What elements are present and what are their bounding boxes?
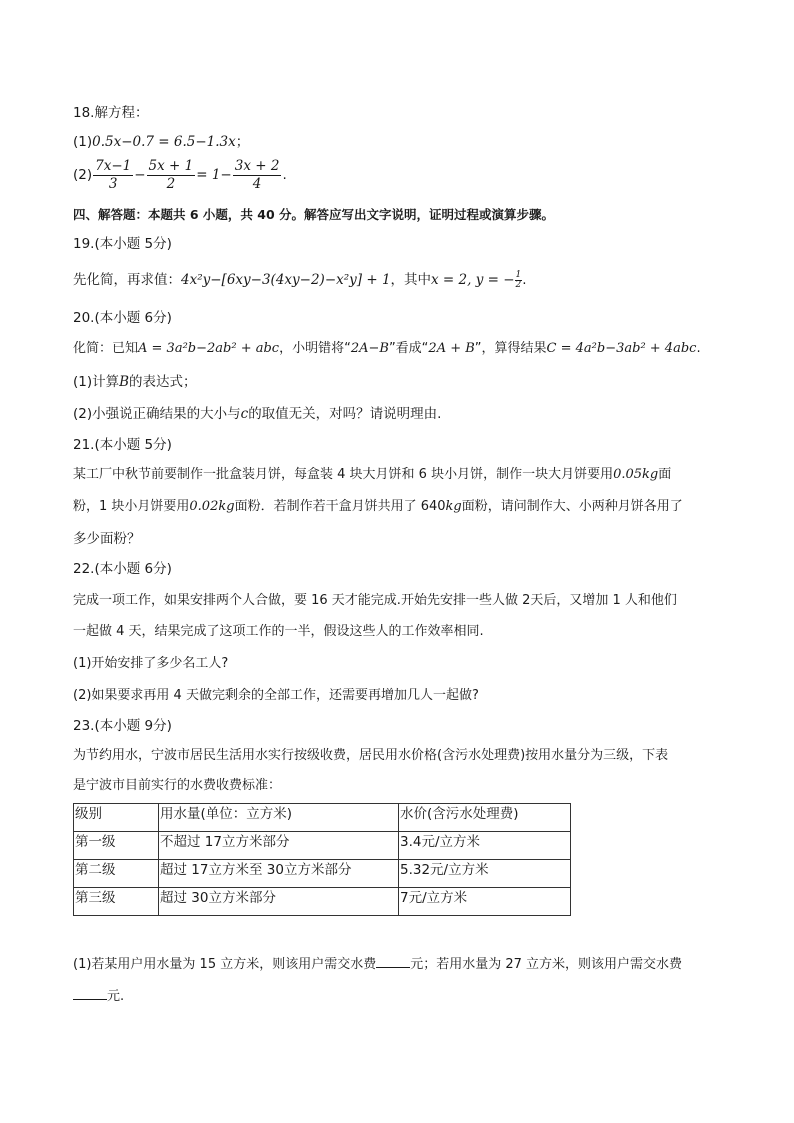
answer-blank[interactable] (73, 987, 107, 1000)
fraction-numerator: 7x−1 (95, 157, 132, 174)
q21-line1-text: 某工厂中秋节前要制作一批盒装月饼，每盒装 4 块大月饼和 6 块小月饼，制作一块大月饼要用 (73, 467, 614, 482)
table-row (74, 860, 571, 888)
fraction-denominator: 2 (166, 175, 176, 192)
q20-sub2 (73, 404, 441, 424)
table-cell: 5.32元/立方米 (399, 860, 571, 888)
q23-sub1-line1 (73, 955, 682, 975)
q18-part1 (73, 132, 249, 152)
table-cell: 超过 30立方米部分 (159, 888, 399, 916)
q19-header: 19.(本小题 5分) (73, 236, 172, 252)
q21-line2-text-c: 面粉，请问制作大、小两种月饼各用了 (461, 499, 683, 514)
table-header-row (74, 804, 571, 832)
section-4-heading: 四、解答题：本题共 6 小题，共 40 分。解答应写出文字说明，证明过程或演算步骤。 (73, 207, 555, 222)
q23-sub1-text-a: (1)若某用户用水量为 15 立方米，则该用户需交水费 (73, 957, 377, 972)
q23-line1: 为节约用水，宁波市居民生活用水实行按级收费，居民用水价格(含污水处理费)按用水量分为三级，下表 (73, 748, 669, 763)
q23-sub1-line2 (73, 987, 124, 1007)
q20-text-f: ”，算得结果 (474, 341, 547, 356)
q20-sub1-B: B (119, 374, 130, 390)
q18-title: 18.解方程： (73, 105, 149, 121)
q21-line1-end: 面 (658, 467, 672, 482)
q20-end: . (696, 341, 701, 356)
q19-where: ，其中 (390, 272, 432, 288)
q21-unit-kg: kg (445, 499, 462, 514)
q19-expression: 4x²y−[6xy−3(4xy−2)−x²y] + 1 (181, 272, 391, 288)
q18-part2-end: . (282, 167, 287, 183)
table-header-cell: 级别 (74, 804, 159, 832)
q23-header: 23.(本小题 9分) (73, 718, 172, 734)
q23-line2: 是宁波市目前实行的水费收费标准： (73, 778, 282, 793)
q19-end: . (522, 272, 527, 288)
table-header-cell: 用水量(单位：立方米) (159, 804, 399, 832)
q18-operator-1: − (134, 167, 146, 183)
fraction-denominator: 3 (108, 175, 118, 192)
fraction-denominator: 2 (515, 279, 522, 290)
q23-sub1-text-b: 元；若用水量为 27 立方米，则该用户需交水费 (410, 957, 683, 972)
q22-sub1: (1)开始安排了多少名工人? (73, 656, 229, 671)
fraction-numerator: 3x + 2 (234, 157, 280, 174)
table-cell: 7元/立方米 (399, 888, 571, 916)
table-cell: 超过 17立方米至 30立方米部分 (159, 860, 399, 888)
q20-sub1-a: (1)计算 (73, 374, 120, 390)
q21-line2-text-b: 面粉．若制作若干盒月饼共用了 640 (234, 499, 446, 514)
q18-operator-2: = 1− (196, 167, 232, 183)
q22-line1: 完成一项工作，如果安排两个人合做，要 16 天才能完成.开始先安排一些人做 2天后，又增加 1 人和他们 (73, 593, 677, 608)
table-header-cell: 水价(含污水处理费) (399, 804, 571, 832)
table-cell: 第二级 (74, 860, 159, 888)
q19-intro: 先化简，再求值： (73, 272, 181, 288)
q23-sub1-text-c: 元. (107, 989, 125, 1004)
fraction-denominator: 4 (252, 175, 262, 192)
q20-text-d: ”看成“ (388, 341, 429, 356)
table-cell: 第三级 (74, 888, 159, 916)
q18-part2-label: (2) (73, 167, 93, 183)
q20-text-b: ，小明错将“ (279, 341, 351, 356)
q21-big-cake-flour: 0.05kg (613, 467, 659, 482)
q21-line3: 多少面粉？ (73, 531, 141, 547)
q19-condition: x = 2, y = − (431, 272, 515, 288)
q20-body (73, 339, 701, 359)
table-cell: 第一级 (74, 832, 159, 860)
q20-header: 20.(本小题 6分) (73, 310, 172, 326)
q18-fraction-2 (147, 158, 196, 193)
fraction-numerator: 5x + 1 (148, 157, 194, 174)
q21-line1 (73, 465, 671, 485)
q18-fraction-3 (233, 158, 282, 193)
water-fee-table (73, 803, 571, 916)
q20-sub2-c: c (240, 406, 249, 422)
q20-expression-wrong: 2A−B (350, 341, 389, 356)
q21-header: 21.(本小题 5分) (73, 437, 172, 453)
q18-part1-equation: 0.5x−0.7 = 6.5−1.3x (92, 134, 236, 150)
q20-sub1 (73, 372, 197, 392)
table-row (74, 888, 571, 916)
q21-line2-text-a: 粉，1 块小月饼要用 (73, 499, 190, 514)
q18-part1-end: ； (235, 134, 250, 150)
q21-small-cake-flour: 0.02kg (189, 499, 235, 514)
q20-text-a: 化简：已知 (73, 341, 139, 356)
q19-body (73, 270, 527, 290)
q20-expression-C: C = 4a²b−3ab² + 4abc (546, 341, 697, 356)
q22-header: 22.(本小题 6分) (73, 561, 172, 577)
table-cell: 3.4元/立方米 (399, 832, 571, 860)
q22-line2: 一起做 4 天，结果完成了这项工作的一半，假设这些人的工作效率相同. (73, 624, 484, 639)
q20-sub2-a: (2)小强说正确结果的大小与 (73, 406, 241, 422)
q18-fraction-1 (93, 158, 133, 193)
q18-part1-label: (1) (73, 134, 93, 150)
q18-part2 (73, 157, 287, 193)
q20-expression-right: 2A + B (428, 341, 475, 356)
q22-sub2: (2)如果要求再用 4 天做完剩余的全部工作，还需要再增加几人一起做? (73, 688, 479, 703)
table-row (74, 832, 571, 860)
answer-blank[interactable] (376, 955, 410, 968)
table-cell: 不超过 17立方米部分 (159, 832, 399, 860)
fraction-numerator: 1 (515, 269, 522, 280)
q21-line2 (73, 497, 683, 517)
q20-sub2-b: 的取值无关，对吗？请说明理由. (248, 406, 442, 422)
q20-sub1-b: 的表达式； (129, 374, 197, 390)
q20-expression-A: A = 3a²b−2ab² + abc (138, 341, 280, 356)
